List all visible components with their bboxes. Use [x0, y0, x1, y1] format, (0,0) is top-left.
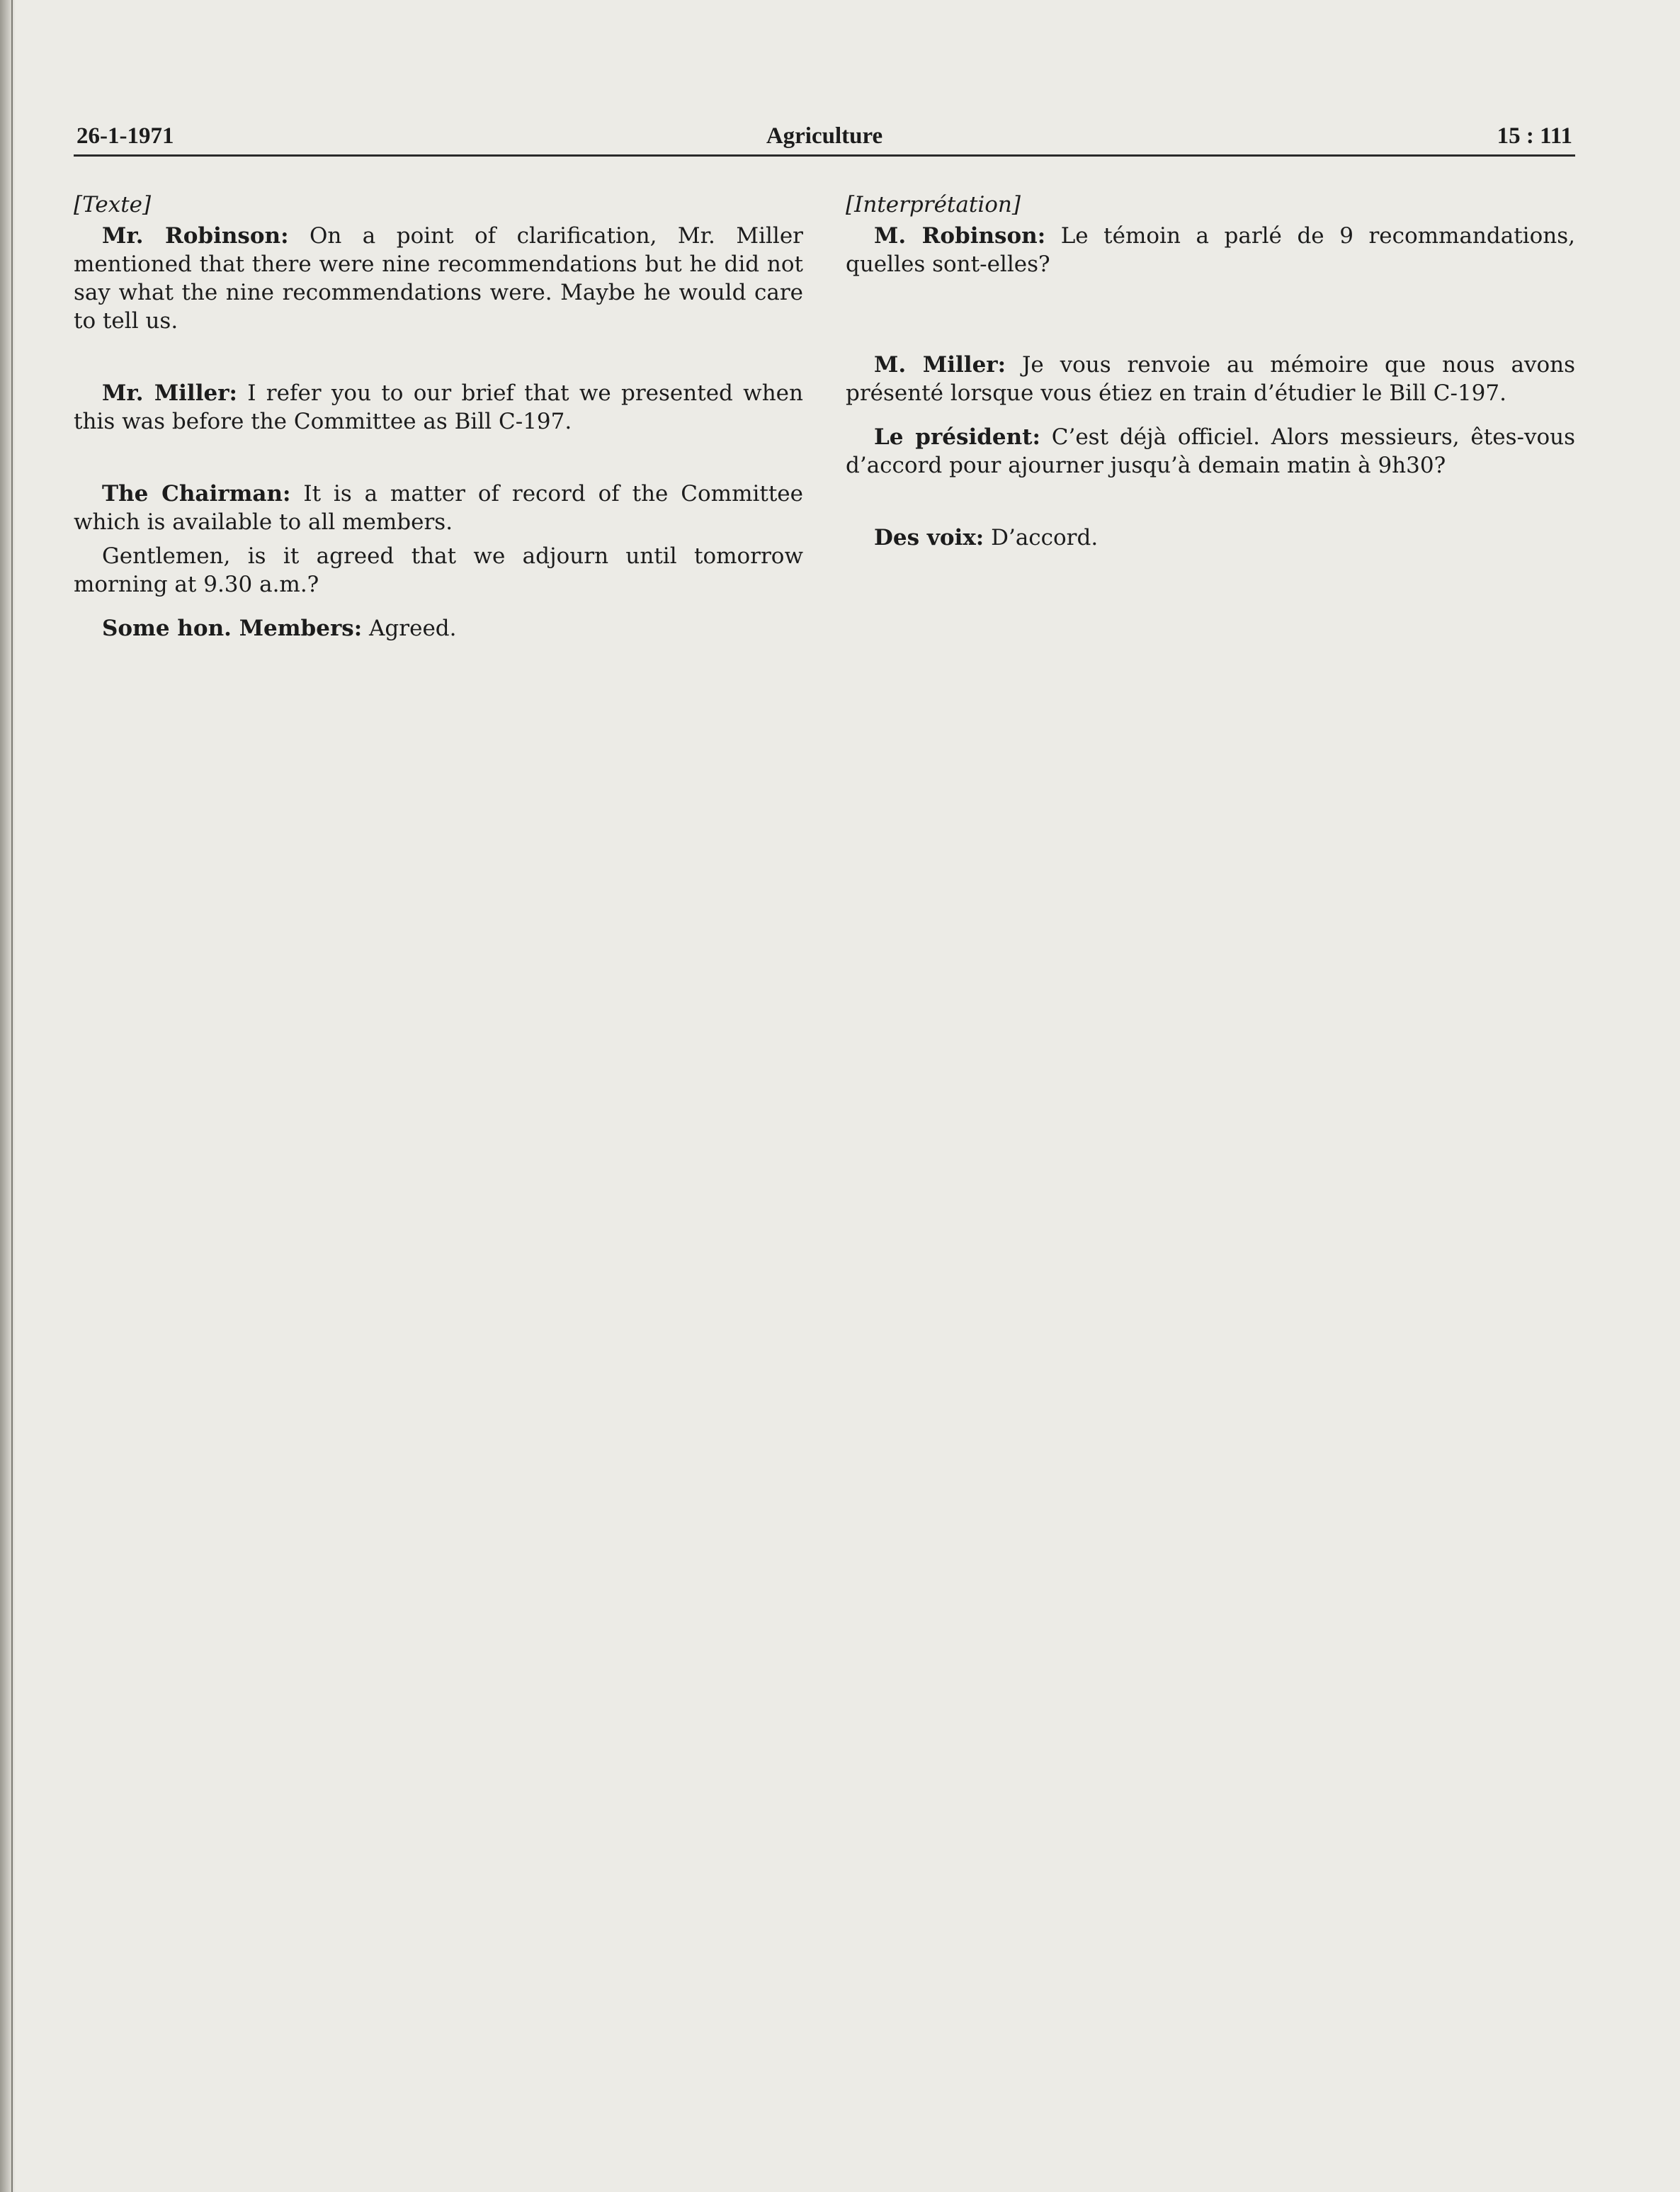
speaker-name: Le président:: [874, 424, 1040, 450]
english-column: [74, 191, 803, 643]
speech-text: Agreed.: [362, 616, 457, 641]
speech-text: I refer you to our brief that we presented when this was before the Committee as Bill C-197.: [74, 380, 803, 434]
speaker-name: Des voix:: [874, 525, 984, 550]
page-binding-edge: [11, 0, 13, 2192]
french-column-label: [Interprétation]: [846, 192, 1021, 217]
english-paragraph-robinson: [74, 222, 803, 335]
header-title: Agriculture: [766, 123, 883, 149]
english-paragraph-chairman: [74, 480, 803, 536]
document-page: [74, 120, 1575, 641]
speech-text: It is a matter of record of the Committee which is available to all members.: [74, 481, 803, 535]
page-binding-shadow: [0, 0, 16, 2192]
english-column-label: [Texte]: [74, 192, 152, 217]
speech-text: Je vous renvoie au mémoire que nous avons présenté lorsque vous étiez en train d’étudier le Bill C-197.: [846, 352, 1575, 406]
speaker-name: Mr. Miller:: [102, 380, 237, 406]
speaker-name: The Chairman:: [102, 481, 291, 507]
french-paragraph-president: [846, 423, 1575, 480]
english-paragraph-adjourn-question: [74, 542, 803, 599]
speech-text: On a point of clarification, Mr. Miller mentioned that there were nine recommendations but he did not say what the nine recommendations were. Maybe he would care to tell us.: [74, 223, 803, 334]
speaker-name: Some hon. Members:: [102, 616, 363, 641]
french-paragraph-robinson: [846, 222, 1575, 278]
speech-text: Le témoin a parlé de 9 recommandations, quelles sont-elles?: [846, 223, 1575, 277]
header-page-number: 15 : 111: [1497, 123, 1572, 149]
speaker-name: M. Robinson:: [874, 223, 1046, 249]
speech-text: C’est déjà officiel. Alors messieurs, êtes-vous d’accord pour ajourner jusqu’à demain matin à 9h30?: [846, 424, 1575, 478]
running-header: [74, 120, 1575, 157]
french-column: [846, 191, 1575, 552]
header-date: 26-1-1971: [76, 123, 174, 149]
speech-text: Gentlemen, is it agreed that we adjourn until tomorrow morning at 9.30 a.m.?: [74, 543, 803, 597]
french-paragraph-voices: [846, 524, 1575, 552]
speech-text: D’accord.: [984, 525, 1099, 550]
speaker-name: Mr. Robinson:: [102, 223, 289, 249]
french-paragraph-miller: [846, 351, 1575, 407]
english-paragraph-miller: [74, 379, 803, 436]
english-paragraph-members: [74, 614, 803, 643]
speaker-name: M. Miller:: [874, 352, 1006, 378]
